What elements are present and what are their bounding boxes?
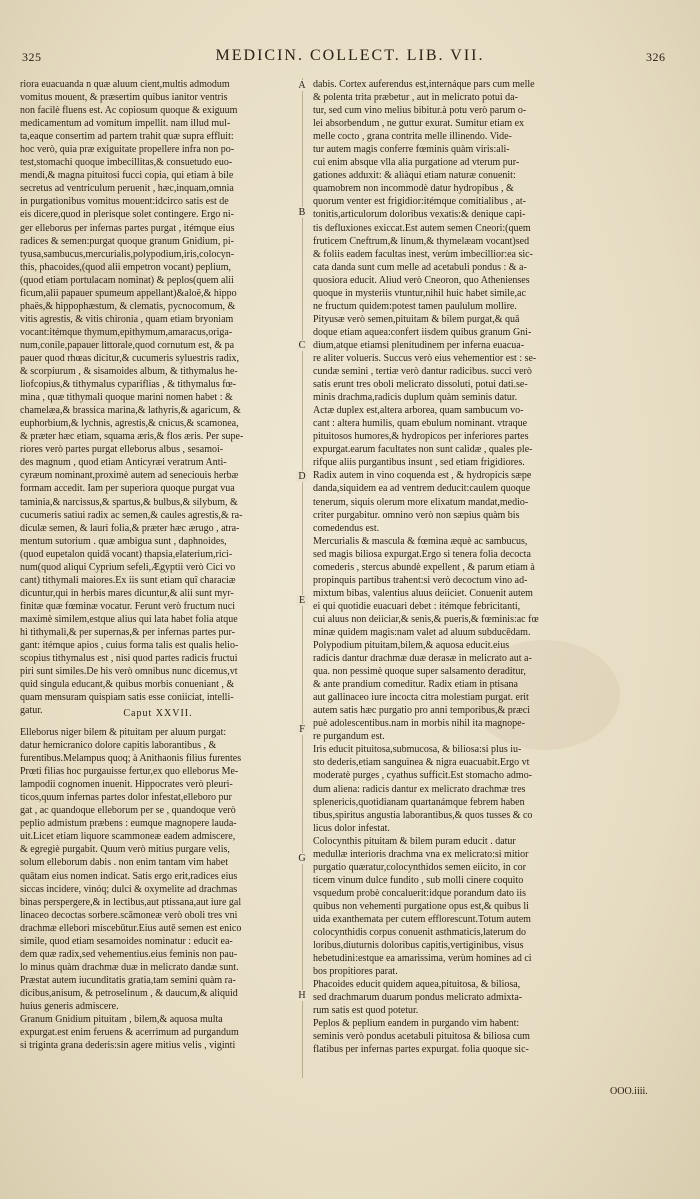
text-line: purgatio quæratur,colocynthidos semen eiicito, in cor [313,861,526,873]
text-line: quid singula educant,& quibus morbis conueniant , & [20,679,235,691]
text-line: comederis , stercus abundè expellent , & parum etiam à [313,561,535,573]
text-line: hoc verò, quia præ exiguitate propellere infra non po- [20,144,235,156]
text-line: eis dicere,quod in plerisque solet contingere. Ergo ni- [20,209,234,221]
text-line: radicis dantur drachmæ duæ derasæ in melicrato aut a- [313,653,532,665]
text-line: vsquedum probè concaluerit:idque porandum dato iis [313,887,527,899]
text-line: minæ quidem magis:nam valet ad aluum subducēdam. [313,626,531,638]
text-line: ne fructum quidem:potest tamen paululum mollire. [313,300,517,312]
text-line: qua. non pessimè quoque super salsamento deraditur, [313,666,526,678]
text-line: hi tithymali,& per supernas,& per infernas partes pur- [20,626,236,638]
text-line: comedendus est. [313,522,380,534]
column-divider [302,78,303,1078]
text-line: gant: itémque apios , cuius forma talis est qualis helio- [20,640,239,652]
text-line: tur autem magis conferre fœminis quàm viris:ali- [313,144,510,156]
text-line: satis erunt tres oboli melicrato dissoluti, potui dati.se- [313,379,528,391]
text-line: tur, sed cum vino melius bibitur.à potu verò parum o- [313,105,527,117]
text-line: quorum venter est frigidior:itémque comitialibus , at- [313,196,527,208]
text-line: Pityusæ verò semen,pituitam & bilem purgat,& quā [313,313,520,325]
text-line: test,stomachi quoque imbecillitas,& consuetudo euo- [20,157,233,169]
text-line: sto dederis,etiam sanguinea & nigra euacuabit.Ergo vt [313,757,530,769]
text-line: taminia,& narcissus,& spartus,& bulbus,& silybum, & [20,496,238,508]
text-line: Polypodium pituitam,bilem,& aquosa educit.eius [313,640,510,652]
text-line: secretus ad ventriculum peruenit , hæc,inquam,omnia [20,183,234,195]
text-line: seminis verò pondus acetabuli pituitosa & biliosa cum [313,1031,530,1043]
text-line: riores verò partes purgat elleborus albus , sesamoi- [20,444,224,456]
text-line: aut gallinaceo iure incocta citra molestiam purgat. erit [313,692,529,704]
text-line: Mercurialis & mascula & fœmina æquè ac sambucus, [313,535,528,547]
text-line: phaës,& hippophæstum, & clematis, pycnocomum, & [20,300,236,312]
running-head: MEDICIN. COLLECT. LIB. VII. [215,47,485,64]
text-line: gationes adduxit: & aliàqui etiam naturæ conuenit: [313,170,516,182]
text-line: liofcopius,& tithymalus cypariflias , & tithymalus fœ- [20,379,237,391]
text-line: non facilè fluens est. Ac copiosum quoque & exiguum [20,105,238,117]
text-line: diculæ semen, & lauri folia,& præter hæc ærugo , atra- [20,522,240,534]
left-column [20,78,296,717]
text-line: cant : altera humilis, quam ebulum nominant. vtraque [313,418,528,430]
text-line: piri sunt similes.De his verò omnibus nunc dicemus,vt [20,666,238,678]
text-line: vocant:itémque thymum,epithymum,amaracus,origa- [20,326,233,338]
text-line: dum aliena: radicis dantur ex melicrato drachmæ tres [313,783,526,795]
text-line: tonitis,articulorum doloribus vexatis:& denique capi- [313,209,526,221]
text-line: & scorpiurum , & sisamoides album, & tithymalus he- [20,366,238,378]
text-line: bos propitiores parat. [313,966,398,978]
text-line: criter purgabitur. omnino verò non sæpius quàm bis [313,509,520,521]
text-line: lo minus quàm drachmæ duæ in melicrato dandæ sunt. [20,961,239,973]
text-line: si triginta grana dederis:sin agere mitius velis , viginti [20,1040,236,1052]
text-line: datur hemicranico dolore capitis laborantibus , & [20,740,217,752]
text-line: & foliis eadem facultas inest, verùm imbecillior:ea sic- [313,248,533,260]
text-line: siccas incidere, vinóq; dulci & oxymelite ad drachmas [20,883,238,895]
text-line: sed drachmarum duarum pondus melicrato admixta- [313,992,523,1004]
text-line: ticem vinum dulce fundito , sub molli cinere coquito [313,874,524,886]
text-line: Granum Gnidium pituitam , bilem,& aquosa multa [20,1014,223,1026]
text-line: colocynthidis corpus conuenit asthmaticis,laterum do [313,927,527,939]
text-line: Elleborus niger bilem & pituitam per aluum purgat: [20,727,227,738]
text-line: binas perspergere,& in lectibus,aut ptissana,aut iure gal [20,896,242,908]
text-line: hebetudini:estque ea amarissima, verùm homines ad ci [313,953,532,965]
text-line: scopius tithymalus est , nisi quod partes radicis fructui [20,653,238,665]
text-line: & ante prandium comeditur. Radix etiam in ptisana [313,679,518,691]
text-line: tis defluxiones exiccat.Est autem semen Cneori:(quem [313,222,531,234]
text-line: splenericis,quotidianam quartanámque febrem haben [313,796,525,808]
text-line: radices & semen:purgat quoque granum Gnidium, pi- [20,235,234,247]
text-line: this, phacoides,(quod alii empetron vocant) peplium, [20,261,232,273]
text-line: quam mensuram quispiam satis esse coniiciat, intelli- [20,692,234,704]
text-line: Peplos & peplium eandem in purgando vim habent: [313,1018,520,1030]
text-line: dium,atque etiamsi plenitudinem per inferna euacua- [313,339,525,351]
left-column-continued [20,726,296,1052]
text-line: & egregiè purgabit. Quum verò mitius purgare velis, [20,844,230,856]
text-line: ger elleborus per infernas partes purgat , itémque eius [20,222,235,234]
margin-letter-c: C [296,340,308,351]
text-line: & præter hæc etiam, squama æris,& flos æris. Per supe- [20,431,244,443]
text-line: pituitosos humores,& hydropicos per inferiores partes [313,431,529,443]
text-line: vitis agrestis, & vitis chironia , quam etiam bryoniam [20,313,234,325]
text-line: Iris educit pituitosa,submucosa, & biliosa:si plus iu- [313,744,522,756]
text-line: huius generis admiscere. [20,1000,119,1012]
text-line: euphorbium,& lychnis, agrestis,& cnicus,& scamonea, [20,418,239,430]
folio-right: 326 [646,50,666,64]
text-line: furentibus.Melampus quoq; à Anithaonis filius furentes [20,753,242,765]
margin-letter-d: D [296,471,308,482]
text-line: chamelæa,& brassica marina,& lathyris,& agaricum, & [20,405,241,417]
text-line: num(quod aliqui Cyprium sefeli,Ægyptii verò Cici vo [20,561,236,573]
text-line: doque etiam aquea:confert iisdem quibus granum Gni- [313,326,532,338]
text-line: cant) tithymali maiores.Ex iis sunt etiam quî characiæ [20,574,236,586]
text-line: ta,eaque consertim ad partem trahit quæ supra effluit: [20,131,234,143]
text-line: num,conile,papauer littorale,quod cornutum est, & pa [20,339,235,351]
text-line: melle cocto , grana contrita melle illinendo. Vide- [313,131,512,143]
text-line: & polenta trita præbetur , aut in melicrato potui da- [313,92,518,104]
text-line: ficum,alii papauer spumeum appellant)&aloë,& hippo [20,287,237,299]
text-line: cui aluus non deiiciar,& senis,& pueris,& fœminis:ac fœ [313,613,539,625]
text-line: medicamentum ad vomitum impellit. nam illud mul- [20,118,231,130]
text-line: medullæ interioris drachma vna ex melicrato:si mitior [313,848,529,860]
text-line: Phacoides educit quidem aquea,pituitosa, & biliosa, [313,979,521,991]
signature-mark: OOO.iiii. [610,1086,648,1097]
text-line: Radix autem in vino coquenda est , & hydropicis sæpe [313,470,532,482]
text-line: Colocynthis pituitam & bilem puram educit . datur [313,835,516,847]
chapter-heading: Caput XXVII. [123,708,193,719]
text-line: peplio admistum præbens : eumque magnopere lauda- [20,818,237,830]
text-line: dicuntur,qui in herbis mares dicuntur,& alii sunt myr- [20,587,234,599]
text-line: (quod eupetalon quidā vocant) thapsia,elaterium,rici- [20,548,233,560]
text-line: mixtum bibas, valentius aluus deiiciet. Conuenit autem [313,587,533,599]
text-line: quamobrem non incommodè datur hydropibus , & [313,183,514,195]
text-line: re aliter volueris. Succus verò eius vehementior est : se- [313,352,537,364]
text-line: linaceo decoctas sorbere.scāmoneæ verò oboli tres vni [20,909,238,921]
margin-letter-b: B [296,207,308,218]
text-line: sed magis biliosa expurgat.Ergo si tenera folia decocta [313,548,531,560]
text-line: cui enim absque vlla alia purgatione ad vterum pur- [313,157,520,169]
text-line: cata danda sunt cum melle ad acetabuli pondus : & a- [313,261,527,273]
margin-letter-e: E [296,595,308,606]
text-line: moderatè purges , cyathus sufficit.Est stomacho admo- [313,770,533,782]
text-line: re purgandum est. [313,731,385,743]
text-line: vomitus mouent, & præsertim quibus ianitor ventris [20,92,228,104]
text-line: autem satis hæc purgatio pro anni temporibus,& præci [313,705,531,717]
text-line: maximè similem,estque alius qui lata habet folia atque [20,613,238,625]
text-line: ticos,quum infernas partes dolor infestat,elleboro pur [20,792,232,804]
text-line: quātam eius nomen indicat. Satis ergo erit,radices eius [20,870,238,882]
text-line: rifque aliis purgantibus insunt , sed etiam frigidiores. [313,457,525,469]
margin-letter-h: H [296,990,308,1001]
margin-letter-a: A [296,80,308,91]
text-line: mendi,& magna pituitosi fucci copia, qui etiam à bile [20,170,234,182]
text-line: tyusa,sambucus,mercurialis,polypodium,iris,colocyn- [20,248,235,260]
text-line: flatibus per infernas partes expurgat. folia quoque sic- [313,1044,529,1056]
text-line: dicibus,anisum, & petroselinum , & daucum,& aliquid [20,987,238,999]
text-line: licus dolor infestat. [313,822,390,834]
text-line: finitæ quæ fœminæ vocatur. Ferunt verò fructum nuci [20,600,235,612]
text-line: quosiora educit. Aliud verò Cneoron, quo Athenienses [313,274,530,286]
text-line: uit.Licet etiam liquore scammoneæ eadem admiscere, [20,831,236,843]
margin-letter-f: F [296,724,308,735]
text-line: tibus,spiritus angustia laborantibus,& quos tusses & co [313,809,533,821]
text-line: simile, quod etiam sesamoides nominatur : educit ea- [20,935,233,947]
text-line: lei absorbendum , ne guttur exurat. Sumitur etiam ex [313,118,525,130]
text-line: puè adolescentibus.nam in morbis nihil ita magnope- [313,718,525,730]
text-line: formam accedit. Iam per superiora quoque purgat vua [20,483,235,495]
text-line: lampodii cognomen inuenit. Hippocrates verò pleuri- [20,779,233,791]
text-line: solum elleborum dabis . non enim tantam vim habet [20,857,229,869]
text-line: uida exanthemata per cutem efflorescunt.Totum autem [313,914,531,925]
text-line: (quod etiam portulacam nominat) & peplos(quem alii [20,274,234,286]
text-line: Præstat autem iucunditatis gratia,tam semini quàm ra- [20,974,236,986]
text-line: des magnum , quod etiam Anticyræi veratrum Anti- [20,457,227,469]
right-column [313,78,589,1057]
text-line: danda,siquidem ea ad ventrem deducit:caulem quoque [313,483,531,495]
text-line: quibus non vehementi purgatione opus est,& quibus li [313,900,529,912]
text-line: minis drachma,radicis duplum quàm seminis datur. [313,392,518,404]
text-line: propinquis partibus trahent:si verò decoctum vino ad- [313,574,528,586]
text-line: rum satis est quod potetur. [313,1005,419,1017]
text-line: pauer quod rhœas dicitur,& cucumeris syluestris radix, [20,352,239,364]
text-line: tenerum, siquis olerum more elixatum mandat,medio- [313,496,529,508]
text-line: dem quæ radix,sed vehementius.eius feminis non pau- [20,948,238,960]
text-line: cyræum nominant,proximè autem ad seneciouis herbæ [20,470,239,482]
text-line: Actæ duplex est,altera arborea, quam sambucum vo- [313,405,524,417]
text-line: Prœti filias hoc purgauisse fertur,ex quo elleborus Me- [20,766,239,778]
folio-left: 325 [22,50,42,64]
text-line: cundæ semini , tertiæ verò dantur radicibus. succi verò [313,366,532,378]
text-line: cucumeris satiui radix ac semen,& caules agrestis,& ra- [20,509,243,521]
text-line: expurgat.earum facultates non sunt calidæ , quales ple- [313,444,533,456]
text-line: loribus,diuturnis doloribus capitis,vertiginibus, visus [313,940,524,952]
text-line: quoque in mysteriis vtuntur,nihil huic habet simile,ac [313,287,526,299]
text-line: dabis. Cortex auferendus est,internáque pars cum melle [313,79,535,90]
margin-letter-g: G [296,853,308,864]
text-line: gatur. [20,705,43,717]
text-line: drachmæ ellebori miscebūtur.Eius autē semen est enico [20,922,242,934]
text-line: mina , quæ tithymali quoque marini nomen habet : & [20,392,233,404]
text-line: ei qui quotidie euacuari debet : itémque febricitanti, [313,600,521,612]
text-line: fruticem Cneftrum,& linum,& thymelæam vocant)sed [313,235,530,247]
text-line: gat , ac quandoque elleborum per se , quandoque verò [20,805,236,817]
text-line: mentum sutorium . quæ ambigua sunt , daphnoides, [20,535,227,547]
text-line: riora euacuanda n quæ aluum cient,multis admodum [20,79,230,90]
text-line: in purgationibus vomitus mouent:idcirco satis est de [20,196,229,208]
text-line: expurgat.est enim feruens & acerrimum ad purgandum [20,1027,239,1039]
